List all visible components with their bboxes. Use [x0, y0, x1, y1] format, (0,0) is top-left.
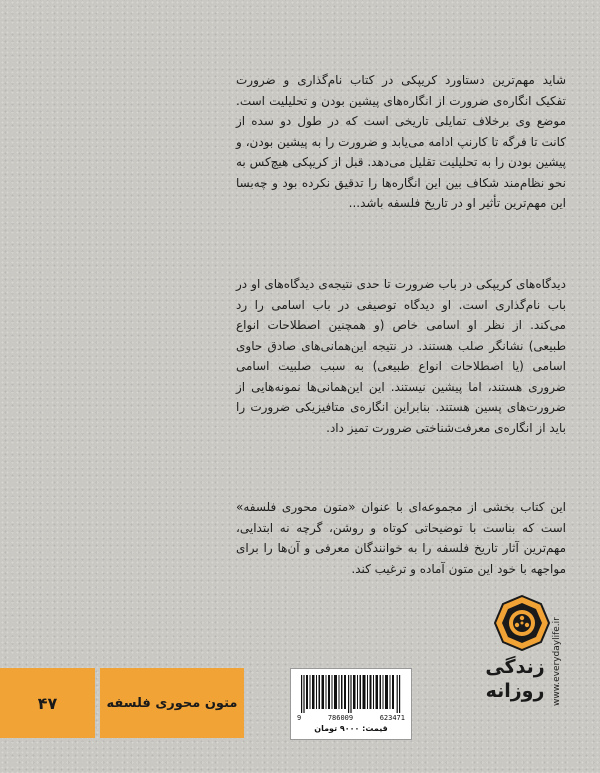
publisher-name — [480, 655, 550, 703]
series-title: متون محوری فلسفه — [106, 695, 238, 711]
barcode-digit-lead: 9 — [297, 714, 302, 722]
blurb-paragraph-3: این کتاب بخشی از مجموعه‌ای با عنوان «متون محوری فلسفه» است که بناست با توضیحاتی کوتاه و روشن، گرچه نه ابتدایی، مهم‌ترین آثار تاریخ فلسفه را به خوانندگان معرفی و آن‌ها را برای مواجهه با خود این متون آماده و ترغیب کند. — [236, 500, 566, 576]
barcode-digits-group-1: 786009 — [327, 714, 354, 722]
blurb-paragraph-1: شاید مهم‌ترین دستاورد کریپکی در کتاب نام‌گذاری و ضرورت تفکیک انگاره‌ی ضرورت از انگاره‌های پیشین بودن و تحلیلیت است. موضع وی برخلاف تمایلی تاریخی است که در طول دو سده از کانت تا فرگه تا کارنپ ادامه می‌یابد و ضرورت را به پیشین بودن، و پیشین بودن را به تحلیلیت تقلیل می‌دهد. قبل از کریپکی هیچ‌کس به نحو نظام‌مند شکاف بین این انگاره‌ها را تدقیق نکرده بود و چه‌بسا این مهم‌ترین تأثیر او در تاریخ فلسفه باشد... — [236, 73, 566, 210]
blurb-paragraph-2: دیدگاه‌های کریپکی در باب ضرورت تا حدی نتیجه‌ی دیدگاه‌های او در باب نام‌گذاری است. او دیدگاه توصیفی در باب اسامی را رد می‌کند. از نظر او اسامی خاص (و همچنین اصطلاحات انواع طبیعی) نشانگر صلب هستند. در نتیجه این‌همانی‌های صادق حاوی اسامی (یا اصطلاحات انواع طبیعی) به سبب صلبیت اسامی ضروری هستند، اما پیشین نیستند. این این‌همانی‌ها نمونه‌هایی از ضرورت‌های پسین هستند. بنابراین انگاره‌ی متافیزیکی ضرورت را باید از انگاره‌ی معرفت‌شناختی ضرورت تمیز داد. — [236, 277, 566, 435]
series-number-band — [0, 668, 95, 738]
barcode-digits — [297, 714, 405, 722]
publisher-logo-icon — [494, 595, 550, 651]
barcode-label — [290, 668, 412, 740]
publisher-name-line-1: زندگی — [485, 656, 545, 678]
barcode-icon — [301, 675, 401, 713]
publisher-url: www.everydaylife.ir — [552, 617, 562, 706]
price-label: قیمت: ۹۰۰۰ تومان — [314, 724, 388, 733]
series-title-band — [100, 668, 244, 738]
barcode-digits-group-2: 623471 — [379, 714, 405, 722]
publisher-name-line-2: روزانه — [485, 680, 545, 702]
series-number: ۴۷ — [37, 693, 58, 713]
